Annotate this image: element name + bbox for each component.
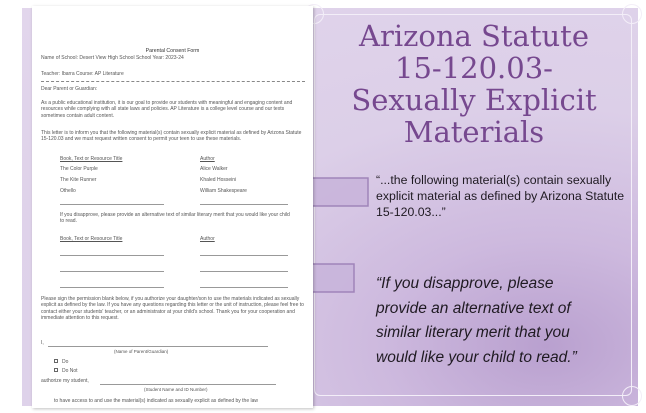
quote-alternative-text: “If you disapprove, please provide an alternative text of similar literary merit that you would like your child to read.”: [376, 275, 577, 366]
book-title: The Kite Runner: [60, 177, 97, 183]
access-line: to have access to and use the material(s) indicated as sexually explicit as defined by the law: [54, 398, 258, 404]
consent-form-document: [32, 6, 313, 408]
title-line-3: Sexually Explicit: [351, 83, 597, 117]
frame-corner-bottom-right: [622, 386, 642, 406]
form-title: Parental Consent Form: [145, 48, 200, 54]
column-header-title: Book, Text or Resource Title: [60, 236, 123, 242]
greeting: Dear Parent or Guardian:: [41, 86, 98, 92]
i-label: I,: [41, 340, 44, 346]
option-do[interactable]: [54, 359, 68, 365]
book-author: Alice Walker: [200, 166, 228, 172]
authorize-label: authorize my student,: [41, 378, 89, 384]
column-header-author: Author: [200, 236, 215, 242]
teacher-line: Teacher: Ibarra Course: AP Literature: [41, 71, 124, 77]
checkbox-icon[interactable]: [54, 368, 58, 372]
alternative-paragraph: If you disapprove, please provide an alternative text of similar literary merit that you would like your child to read.: [60, 212, 290, 225]
option-do-label: Do: [62, 359, 69, 365]
book-author: Khaled Hosseini: [200, 177, 237, 183]
student-name-line[interactable]: [100, 384, 276, 385]
inform-paragraph: This letter is to inform you that the following material(s) contain sexually explicit material as defined by Arizona Statute 15-120.03 and we must request written consent to permit your teen to use these materials.: [41, 130, 302, 143]
blank-line: [60, 204, 164, 205]
title-line-4: Materials: [403, 115, 545, 149]
blank-line[interactable]: [200, 255, 288, 256]
slide-title: [322, 20, 626, 148]
option-do-not-label: Do Not: [62, 368, 78, 374]
option-do-not[interactable]: [54, 368, 78, 374]
sign-paragraph: Please sign the permission blank below, if you authorize your daughter/son to use the materials indicated as sexually explicit as defined by the law. If you have any questions regarding this letter or the unit of instruction, please feel free to contact either your students' teacher, or an administrator at your child's school. Thank you for your cooperation and immediate attention to this request.: [41, 296, 304, 322]
divider: [41, 81, 305, 82]
book-title: The Color Purple: [60, 166, 98, 172]
parent-name-caption: (Name of Parent/Guardian): [114, 349, 169, 354]
student-name-caption: (Student Name and ID Number): [144, 387, 208, 392]
blank-line[interactable]: [60, 255, 164, 256]
title-line-2: 15-120.03-: [395, 51, 553, 85]
parent-name-line[interactable]: [48, 346, 268, 347]
book-title: Othello: [60, 188, 76, 194]
blank-line[interactable]: [200, 287, 288, 288]
title-line-1: Arizona Statute: [359, 19, 589, 53]
blank-line[interactable]: [200, 271, 288, 272]
column-header-author: Author: [200, 156, 215, 162]
book-author: William Shakespeare: [200, 188, 247, 194]
checkbox-icon[interactable]: [54, 359, 58, 363]
blank-line: [200, 204, 288, 205]
column-header-title: Book, Text or Resource Title: [60, 156, 123, 162]
blank-line[interactable]: [60, 271, 164, 272]
school-line: Name of School: Desert View High School School Year: 2023-24: [41, 55, 184, 61]
quote-sexually-explicit: “...the following material(s) contain sexually explicit material as defined by Arizona Statute 15-120.03...”: [376, 173, 625, 219]
intro-paragraph: As a public educational institution, it is our goal to provide our students with meaningful and engaging content and resources while complying with all state laws and policies. AP Literature is a college level course and our texts sometimes contain adult content.: [41, 100, 293, 119]
blank-line[interactable]: [60, 287, 164, 288]
